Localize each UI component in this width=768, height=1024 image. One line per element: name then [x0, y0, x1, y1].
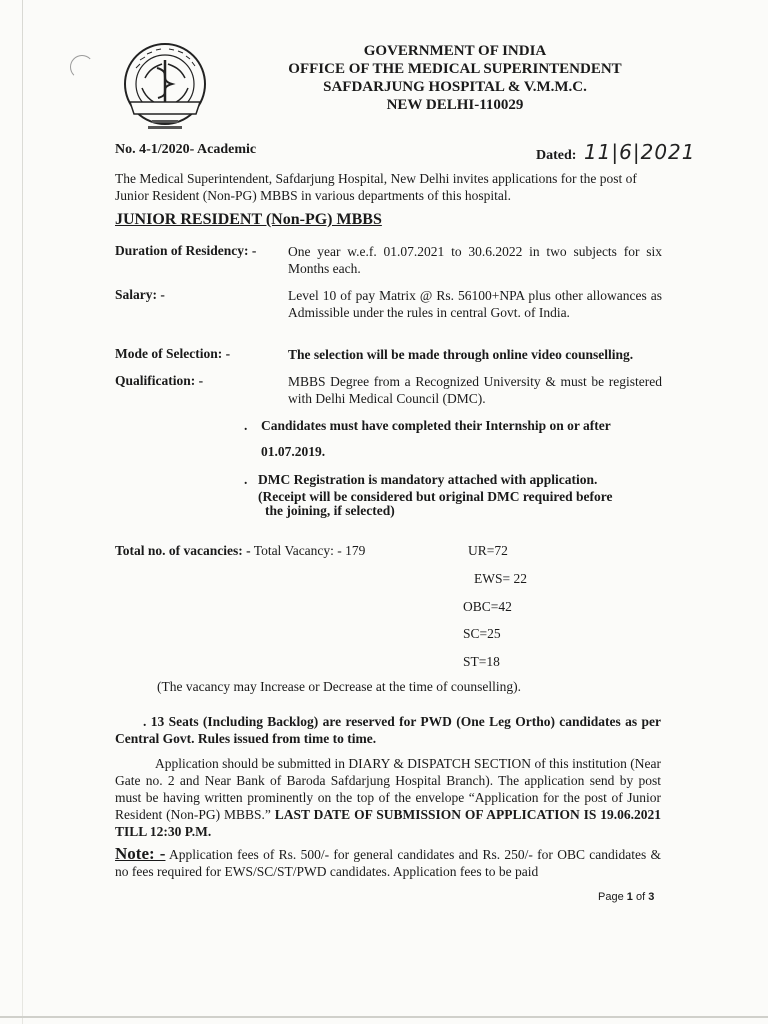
- internship-date: 01.07.2019.: [261, 444, 326, 459]
- pwd-reservation-text: 13 Seats (Including Backlog) are reserved for PWD (One Leg Ortho) candidates as per Central Govt. Rules issued from time to time.: [115, 714, 661, 746]
- scan-bottom-line: [0, 1016, 768, 1018]
- letterhead-line-3: SAFDARJUNG HOSPITAL & V.M.M.C.: [323, 79, 587, 95]
- duration-value: One year w.e.f. 01.07.2021 to 30.6.2022 in two subjects for six Months each.: [288, 244, 662, 276]
- hospital-seal-logo: [112, 38, 218, 138]
- reference-number: No. 4-1/2020- Academic: [115, 142, 257, 157]
- vacancy-sc: SC=25: [463, 626, 501, 641]
- page-number: [598, 891, 654, 903]
- vacancies-line: [115, 543, 365, 559]
- note-label: Note: -: [115, 844, 166, 863]
- selection-label: Mode of Selection: -: [115, 346, 231, 361]
- salary-value: Level 10 of pay Matrix @ Rs. 56100+NPA plus other allowances as Admissible under the rules in central Govt. of India.: [288, 288, 662, 320]
- dmc-joining-note: the joining, if selected): [265, 503, 395, 518]
- dmc-receipt-note: (Receipt will be considered but original DMC required before: [258, 489, 613, 504]
- page-total: 3: [648, 891, 655, 903]
- section-heading: JUNIOR RESIDENT (Non-PG) MBBS: [115, 211, 382, 228]
- letterhead-line-4: NEW DELHI-110029: [386, 97, 524, 113]
- vacancy-change-note: (The vacancy may Increase or Decrease at the time of counselling).: [157, 679, 521, 694]
- qualification-label: Qualification: -: [115, 373, 204, 388]
- application-paragraph: [115, 755, 661, 840]
- page-prefix: Page: [598, 891, 624, 903]
- page-of: of: [635, 891, 646, 903]
- page-current: 1: [626, 891, 633, 903]
- scan-edge-line: [22, 0, 23, 1024]
- selection-value: The selection will be made through online video counselling.: [288, 347, 634, 362]
- vacancy-st: ST=18: [463, 654, 500, 669]
- date-line: [536, 140, 696, 164]
- bullet-dot: .: [143, 714, 151, 729]
- pwd-reservation: [115, 713, 661, 747]
- internship-requirement: Candidates must have completed their Internship on or after: [261, 418, 611, 433]
- salary-label: Salary: -: [115, 287, 165, 302]
- last-date-text: LAST DATE OF SUBMISSION OF APPLICATION IS 19.06.2021 TILL 12:30 P.M.: [115, 807, 662, 839]
- handwritten-date: 11|6|2021: [583, 140, 696, 164]
- dated-label: Dated:: [536, 148, 577, 163]
- bullet-dot: .: [244, 472, 248, 487]
- bullet-dot: .: [244, 418, 248, 433]
- vacancy-ur: UR=72: [468, 543, 508, 558]
- total-vacancy: Total Vacancy: - 179: [253, 543, 366, 558]
- qualification-value: MBBS Degree from a Recognized University & must be registered with Delhi Medical Council (DMC).: [288, 374, 662, 406]
- intro-paragraph: The Medical Superintendent, Safdarjung Hospital, New Delhi invites applications for the post of Junior Resident (Non-PG) MBBS in various departments of this hospital.: [115, 171, 637, 203]
- scan-corner-mark: [70, 55, 94, 79]
- letterhead-line-2: OFFICE OF THE MEDICAL SUPERINTENDENT: [288, 61, 622, 77]
- letterhead: [240, 42, 670, 114]
- vacancy-obc: OBC=42: [463, 599, 512, 614]
- dmc-requirement: DMC Registration is mandatory attached with application.: [258, 472, 598, 487]
- note-paragraph: [115, 845, 661, 880]
- vacancy-ews: EWS= 22: [474, 571, 527, 586]
- duration-label: Duration of Residency: -: [115, 243, 257, 258]
- application-text: Application should be submitted in DIARY & DISPATCH SECTION of this institution (Near Gate no. 2 and Near Bank of Baroda Safdarjung Hospital Branch). The application send by post must be having written prominently on the top of the envelope “Application for the post of Junior Resident (Non-PG) MBBS.”: [115, 756, 661, 822]
- note-text: Application fees of Rs. 500/- for general candidates and Rs. 250/- for OBC candidates & no fees required for EWS/SC/ST/PWD candidates. Application fees to be paid: [115, 847, 662, 879]
- vacancies-label: Total no. of vacancies: -: [115, 543, 251, 558]
- letterhead-line-1: GOVERNMENT OF INDIA: [363, 43, 547, 59]
